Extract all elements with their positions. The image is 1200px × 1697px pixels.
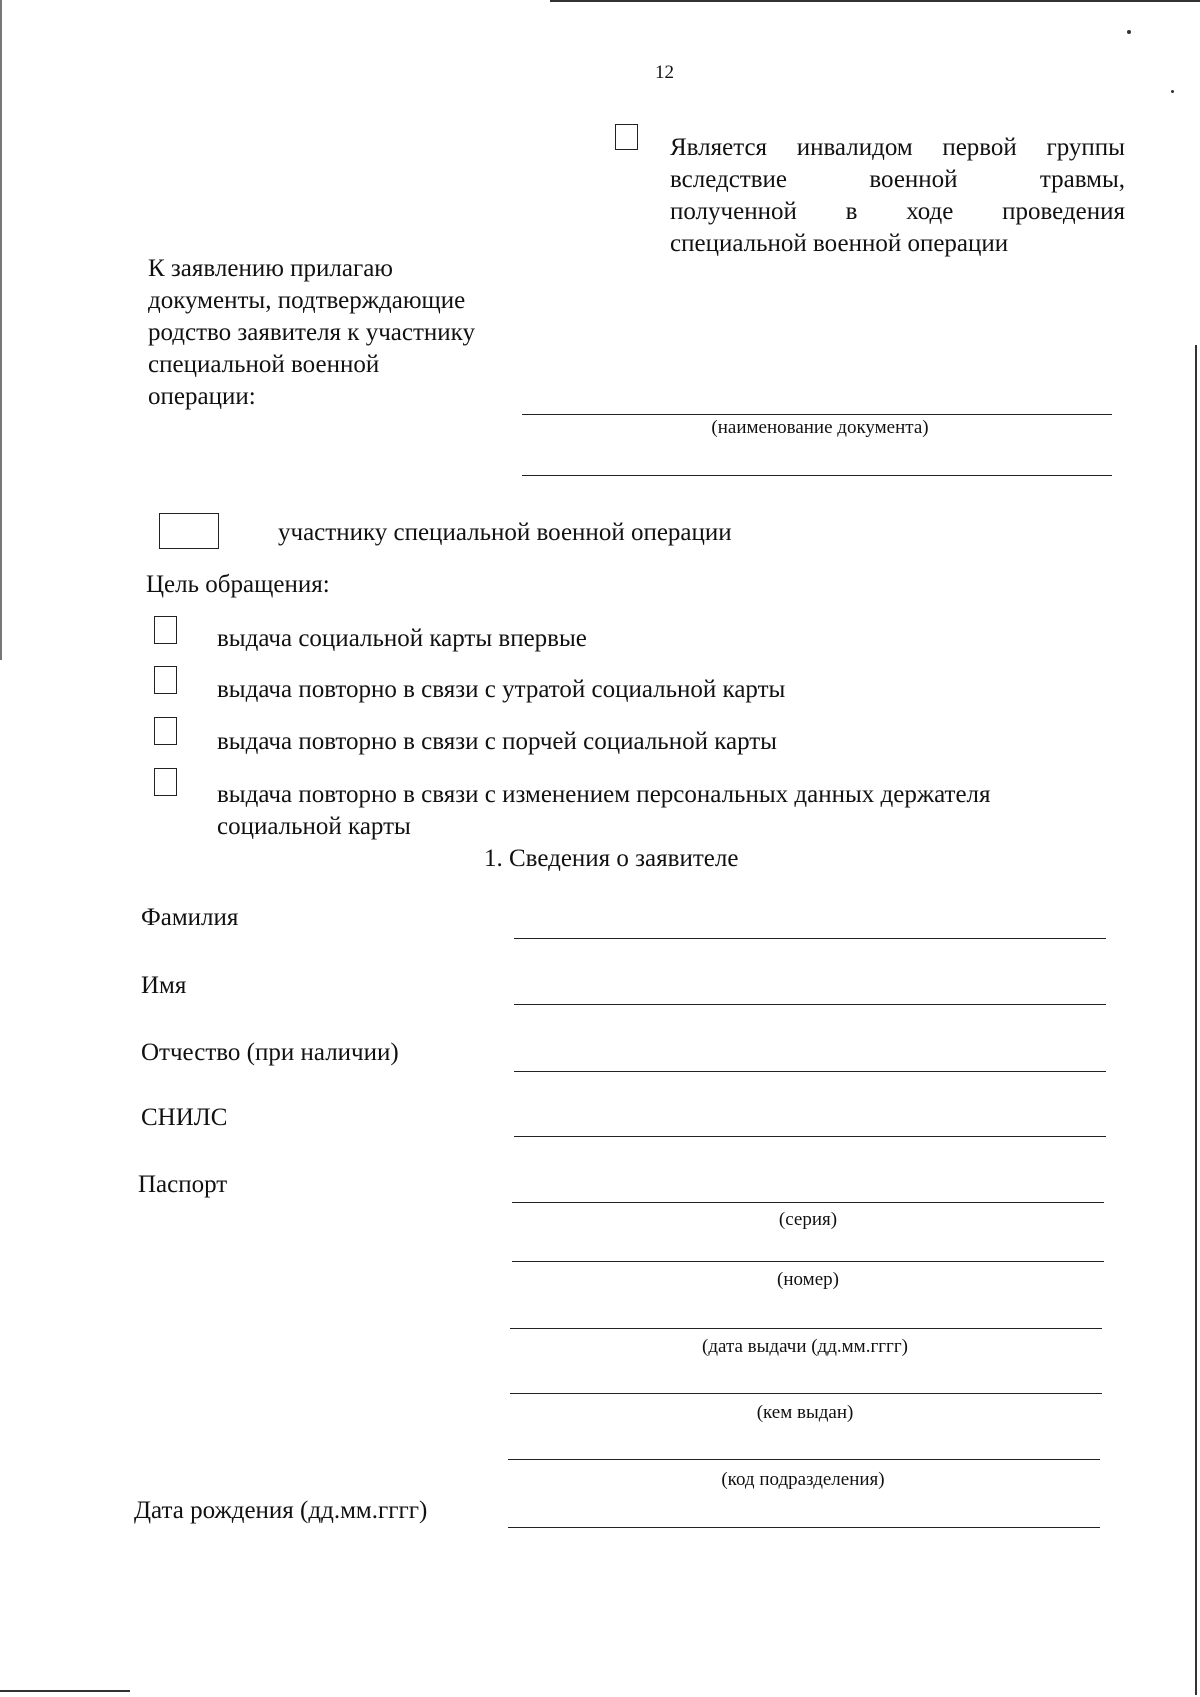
passport-issue-date-caption: (дата выдачи (дд.мм.гггг) — [702, 1336, 908, 1357]
birth-date-label: Дата рождения (дд.мм.гггг) — [134, 1497, 428, 1524]
passport-series-field[interactable] — [512, 1202, 1104, 1203]
passport-number-caption: (номер) — [777, 1269, 839, 1290]
scan-right-border — [1195, 345, 1197, 1695]
purpose-first-issue-checkbox[interactable] — [154, 616, 177, 644]
purpose-data-change-checkbox[interactable] — [154, 768, 177, 796]
snils-field[interactable] — [514, 1136, 1106, 1137]
document-name-caption: (наименование документа) — [711, 417, 929, 438]
scan-bottom-mark — [0, 1690, 130, 1692]
disability-line-2: вследствие военной травмы, — [670, 166, 1125, 193]
purpose-heading: Цель обращения: — [146, 571, 330, 598]
name-label: Имя — [141, 972, 187, 999]
passport-division-code-field[interactable] — [508, 1459, 1100, 1460]
participant-checkbox[interactable] — [159, 513, 219, 549]
purpose-damage-checkbox[interactable] — [154, 717, 177, 745]
disability-line-4: специальной военной операции — [670, 230, 1009, 257]
passport-issued-by-field[interactable] — [510, 1393, 1102, 1394]
passport-series-caption: (серия) — [778, 1209, 838, 1230]
disability-line-3: полученной в ходе проведения — [670, 198, 1125, 225]
disability-checkbox[interactable] — [615, 124, 638, 150]
disability-text — [670, 132, 1125, 260]
scan-top-border — [550, 0, 1200, 2]
scan-left-mark — [0, 0, 2, 660]
document-name-line-2[interactable] — [522, 475, 1112, 476]
passport-label: Паспорт — [138, 1171, 228, 1198]
purpose-loss-label: выдача повторно в связи с утратой социальной карты — [217, 676, 786, 703]
scan-dot — [1171, 90, 1174, 93]
passport-number-field[interactable] — [512, 1261, 1104, 1262]
surname-field[interactable] — [514, 938, 1106, 939]
disability-line-1: Является инвалидом первой группы — [670, 134, 1125, 161]
passport-issued-by-caption: (кем выдан) — [756, 1402, 854, 1423]
patronymic-field[interactable] — [514, 1071, 1106, 1072]
purpose-loss-checkbox[interactable] — [154, 666, 177, 694]
purpose-damage-label: выдача повторно в связи с порчей социальной карты — [217, 728, 777, 755]
patronymic-label: Отчество (при наличии) — [141, 1039, 399, 1066]
surname-label: Фамилия — [141, 904, 239, 931]
attachments-label: К заявлению прилагаю документы, подтверждающие родство заявителя к участнику специальной военной операции: — [148, 255, 475, 410]
purpose-data-change-label: выдача повторно в связи с изменением персональных данных держателя социальной карты — [217, 781, 991, 840]
name-field[interactable] — [514, 1004, 1106, 1005]
purpose-first-issue-label: выдача социальной карты впервые — [217, 625, 587, 652]
section-title: 1. Сведения о заявителе — [484, 845, 739, 872]
snils-label: СНИЛС — [141, 1104, 228, 1131]
page-number: 12 — [655, 62, 674, 83]
birth-date-field[interactable] — [508, 1527, 1100, 1528]
participant-label: участнику специальной военной операции — [278, 519, 732, 546]
passport-issue-date-field[interactable] — [510, 1328, 1102, 1329]
passport-division-code-caption: (код подразделения) — [721, 1469, 885, 1490]
scan-dot — [1127, 30, 1131, 34]
document-name-line[interactable] — [522, 414, 1112, 415]
